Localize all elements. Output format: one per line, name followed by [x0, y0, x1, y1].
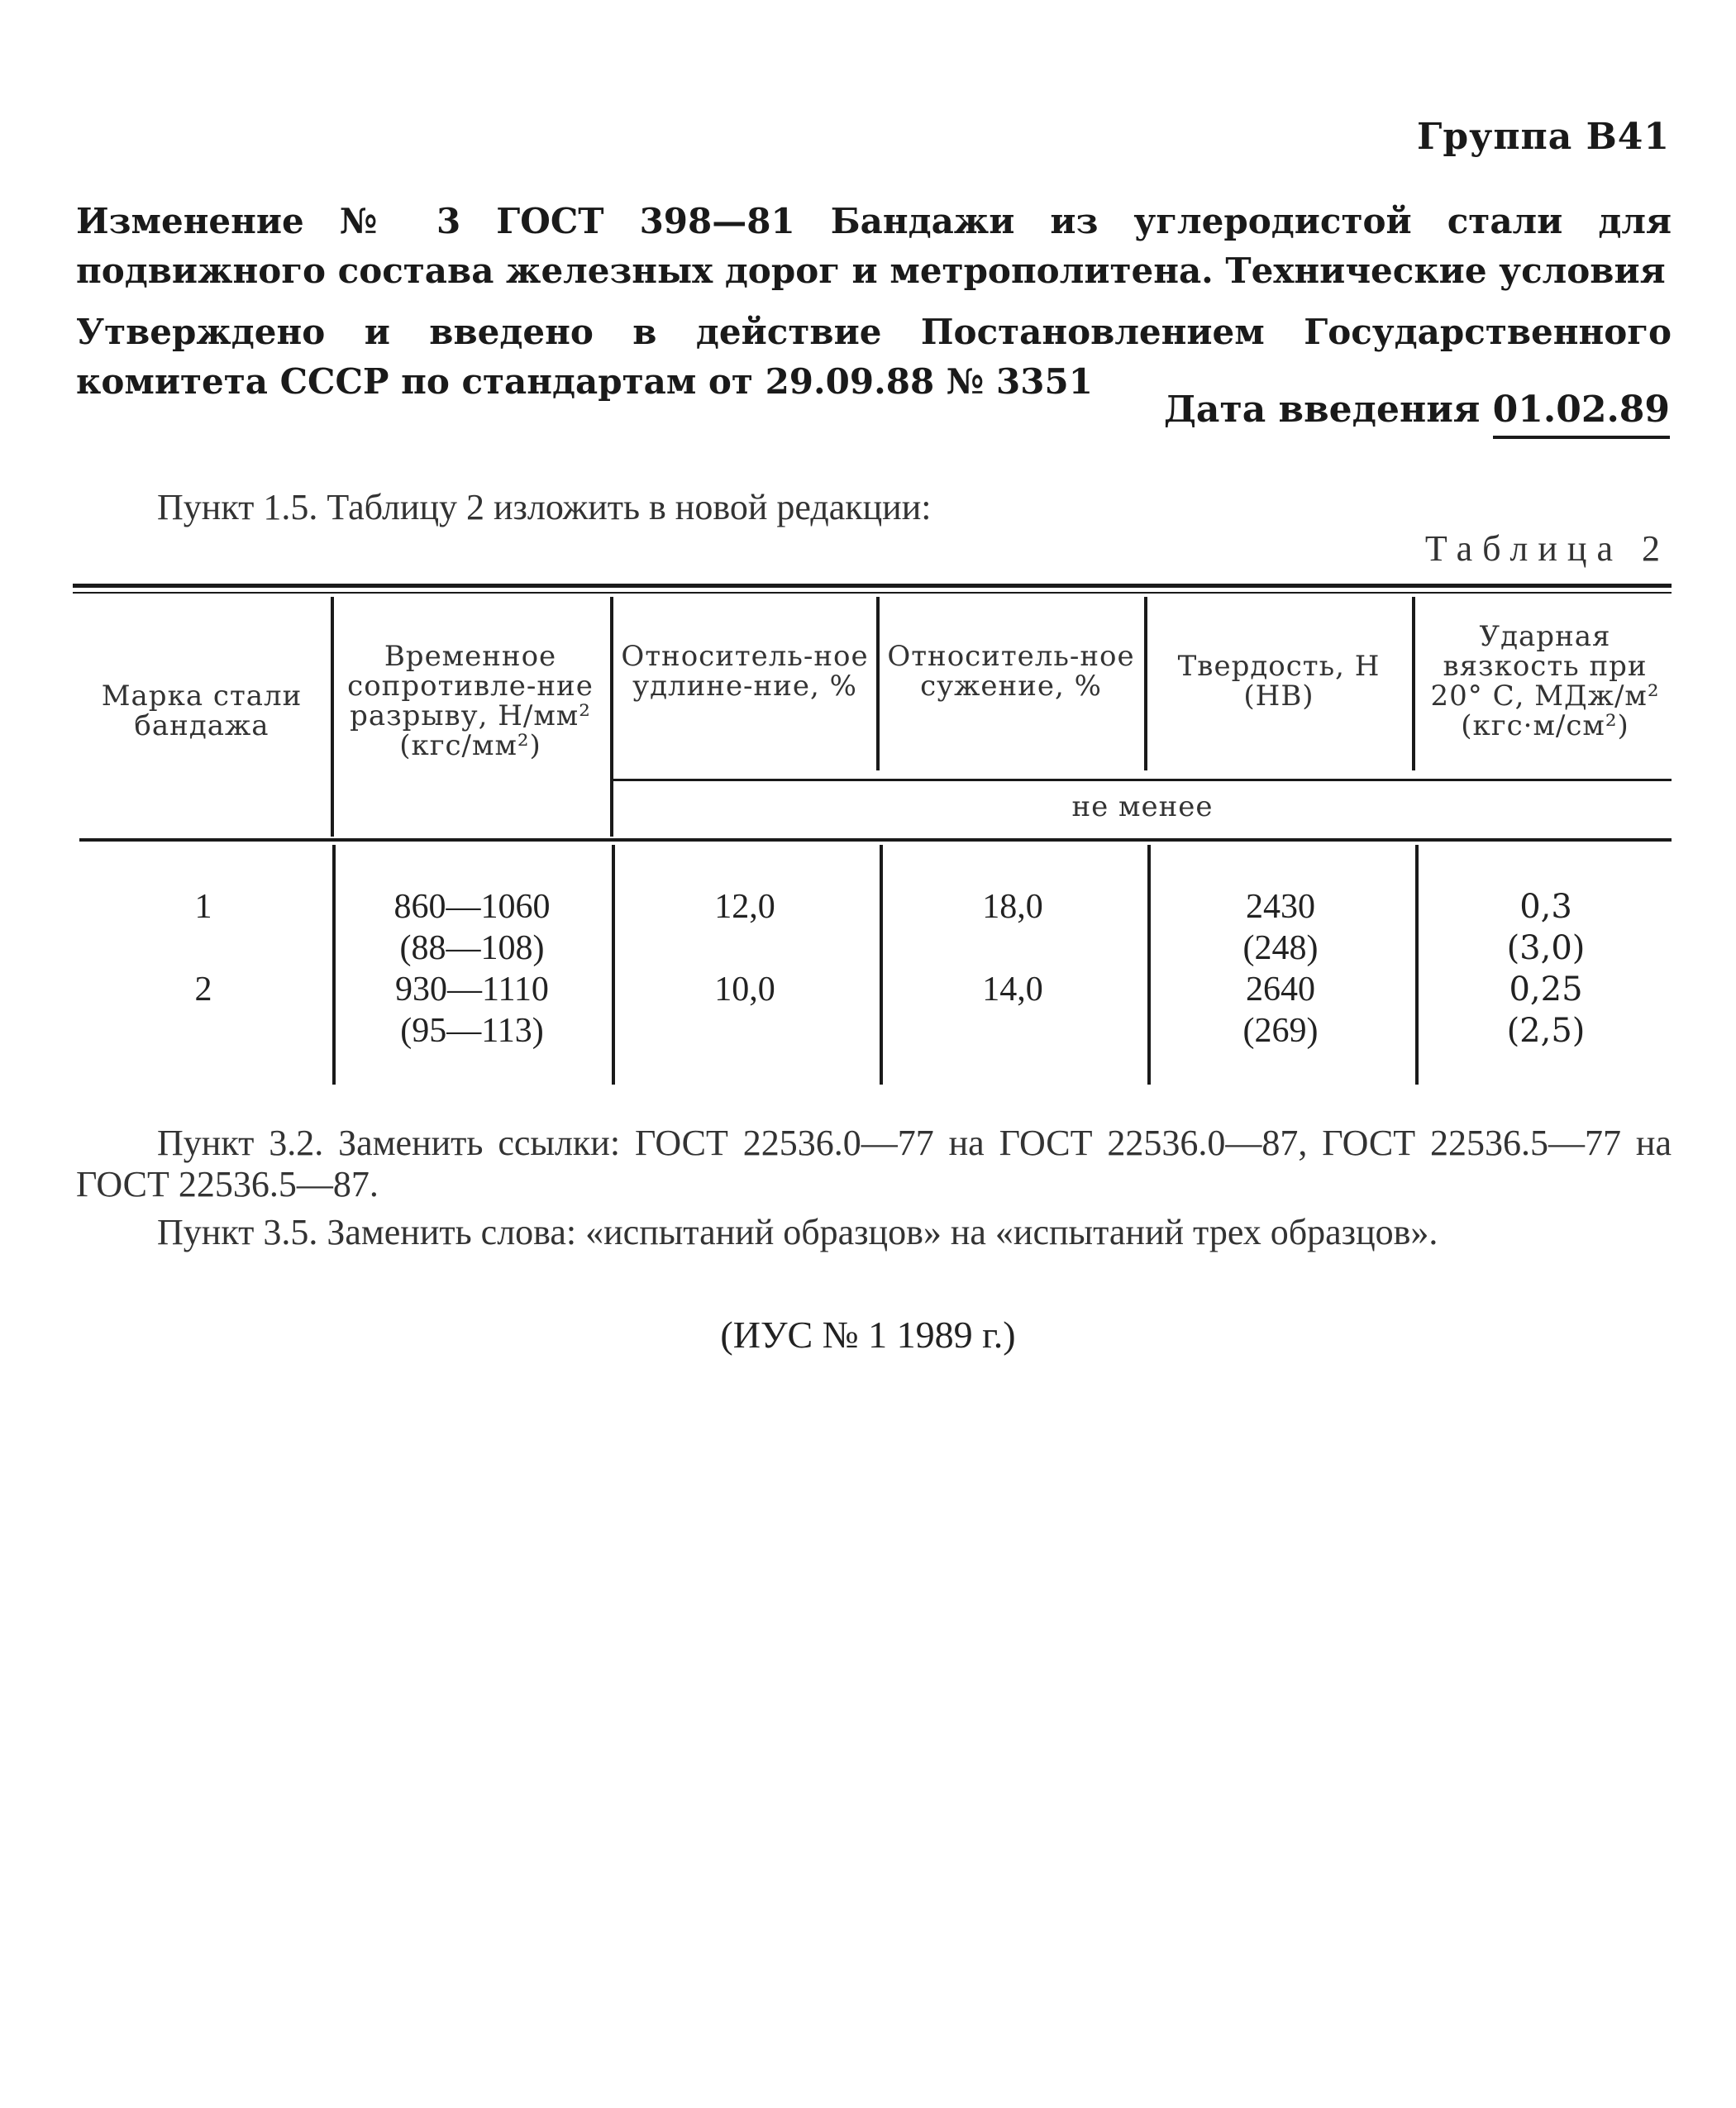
col-separator	[1144, 597, 1147, 770]
row1-grade: 1	[194, 888, 212, 926]
ius-reference: (ИУС № 1 1989 г.)	[720, 1314, 1016, 1356]
body-col-separator	[332, 845, 336, 1085]
row1-impact: 0,3	[1519, 888, 1572, 926]
row1-strength-kgf: (88—108)	[399, 929, 545, 967]
row2-hardness-hb: (269)	[1242, 1012, 1319, 1050]
subheader-min: не менее	[1071, 790, 1214, 823]
col-separator	[1412, 597, 1415, 770]
clause-1-5: Пункт 1.5. Таблицу 2 изложить в новой редакции:	[157, 487, 932, 527]
approval-statement: Утверждено и введено в действие Постановлением Государственного комитета СССР по стандартам от 29.09.88 № 3351	[76, 312, 1672, 402]
body-col-separator	[1415, 845, 1419, 1085]
introduction-date	[1164, 389, 1670, 431]
col-separator	[331, 597, 334, 837]
row1-hardness-hb: (248)	[1242, 929, 1319, 967]
row2-hardness: 2640	[1246, 971, 1315, 1009]
clause-3-2: Пункт 3.2. Заменить ссылки: ГОСТ 22536.0—77 на ГОСТ 22536.0—87, ГОСТ 22536.5—77 на ГОСТ 22536.5—87.	[76, 1123, 1672, 1204]
body-col-separator	[612, 845, 615, 1085]
row2-elongation: 10,0	[714, 971, 775, 1009]
header-grade: Марка стали бандажа	[101, 680, 303, 742]
introduction-date-value: 01.02.89	[1493, 389, 1670, 439]
col-separator	[876, 597, 880, 770]
row2-reduction: 14,0	[982, 971, 1043, 1009]
body-col-separator	[880, 845, 883, 1085]
subheader-rule	[613, 779, 1672, 781]
header-bottom-rule	[79, 838, 1672, 842]
header-impact: Ударная вязкость при 20° С, МДж/м² (кгс·м/см²)	[1430, 620, 1660, 742]
table-top-rule-thin	[73, 592, 1672, 594]
row2-strength-kgf: (95—113)	[400, 1012, 544, 1050]
group-code: Группа В41	[1417, 116, 1670, 158]
row1-hardness: 2430	[1246, 888, 1315, 926]
body-col-separator	[1147, 845, 1151, 1085]
table-top-rule	[73, 584, 1672, 588]
document-title: Изменение № 3 ГОСТ 398—81 Бандажи из углеродистой стали для подвижного состава железных дорог и метрополитена. Технические условия	[76, 201, 1672, 291]
row1-elongation: 12,0	[714, 888, 775, 926]
row1-strength: 860—1060	[393, 888, 551, 926]
header-hardness: Твердость, Н (НВ)	[1177, 650, 1381, 713]
introduction-date-label: Дата введения	[1163, 389, 1481, 431]
row2-impact-kgf: (2,5)	[1506, 1012, 1586, 1050]
table-caption: Таблица 2	[1424, 528, 1670, 569]
row2-strength: 930—1110	[395, 971, 549, 1009]
row1-reduction: 18,0	[982, 888, 1043, 926]
header-elongation: Относитель-ное удлине-ние, %	[621, 640, 869, 703]
header-strength: Временное сопротивле-ние разрыву, Н/мм² (кгс/мм²)	[347, 640, 594, 762]
row2-impact: 0,25	[1509, 971, 1583, 1009]
clause-3-5: Пункт 3.5. Заменить слова: «испытаний образцов» на «испытаний трех образцов».	[157, 1212, 1438, 1252]
header-reduction: Относитель-ное сужение, %	[887, 640, 1135, 703]
row1-impact-kgf: (3,0)	[1506, 929, 1586, 967]
row2-grade: 2	[194, 971, 212, 1009]
